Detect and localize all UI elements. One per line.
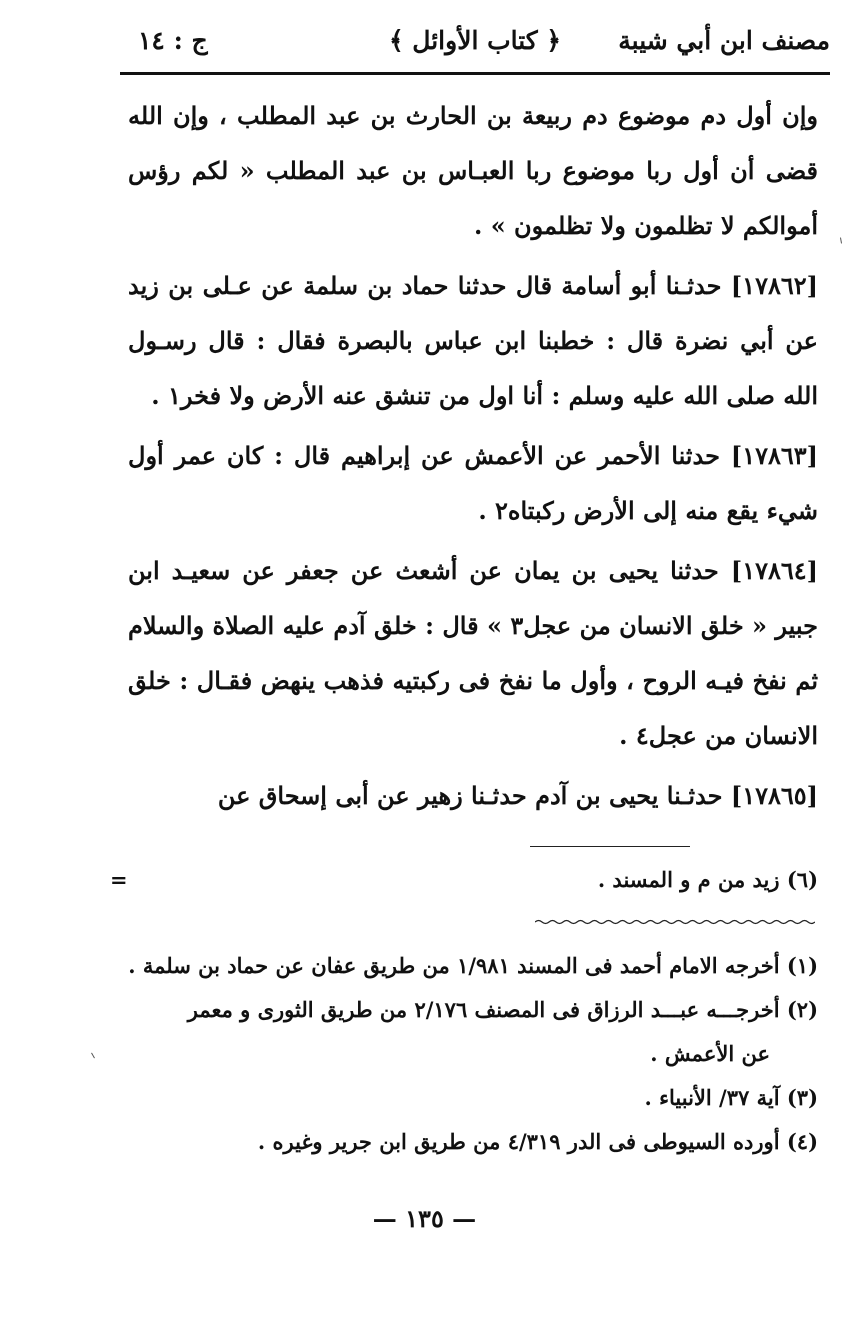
continuation-rule (530, 846, 690, 847)
hadith-number: [١٧٨٦٣] (730, 441, 818, 470)
paragraph-text: حدثنا يحيى بن يمان عن أشعث عن جعفر عن سعيـد ابن جبير « خلق الانسان من عجل٣ » قال : خلق آدم عليه الصلاة والسلام ثم نفخ فيـه الروح ، وأول ما نفخ فى ركبتيه فذهب ينهض فقـال : خلق الانسان من عجل٤ . (128, 556, 818, 750)
page-number: — ١٣٥ — (372, 1204, 477, 1233)
footnote: (٤) أورده السيوطى فى الدر ٤/٣١٩ من طريق ابن جرير وغيره . (257, 1129, 818, 1154)
scan-speck (91, 1053, 95, 1059)
paragraph-text: حدثـنا يحيى بن آدم حدثـنا زهير عن أبى إسحاق عن (217, 781, 723, 810)
running-header (120, 18, 830, 68)
paragraph-text: حدثـنا أبو أسامة قال حدثنا حماد بن سلمة عن عـلى بن زيد عن أبي نضرة قال : خطبنا ابن عباس بالبصرة فقال : قال رسـول الله صلى الله عليه وسلم : أنا اول من تنشق عنه الأرض ولا فخر١ . (128, 271, 818, 410)
footnotes (128, 944, 818, 1164)
footnote-divider (535, 918, 815, 926)
header-divider (120, 72, 830, 75)
edition-note-text: (٦) زيد من م و المسند . (597, 867, 818, 892)
paragraph (128, 258, 818, 423)
paragraph-text: وإن أول دم موضوع دم ربيعة بن الحارث بن عبد المطلب ، وإن الله قضى أن أول ربا موضوع ربا العبـاس بن عبد المطلب « لكم رؤس أموالكم لا تظلمون ولا تظلمون » . (128, 101, 818, 240)
chapter-title: ﴿ كتاب الأوائل ﴾ (388, 26, 562, 55)
main-text (128, 88, 818, 828)
paragraph-text: حدثنا الأحمر عن الأعمش عن إبراهيم قال : كان عمر أول شيء يقع منه إلى الأرض ركبتاه٢ . (128, 441, 818, 525)
edition-note (110, 862, 818, 898)
volume-number: ج : ١٤ (138, 26, 208, 55)
scan-speck (840, 237, 842, 243)
paragraph (128, 543, 818, 763)
hadith-number: [١٧٨٦٤] (730, 556, 818, 585)
book-title: مصنف ابن أبي شيبة (618, 26, 830, 55)
hadith-number: [١٧٨٦٥] (730, 781, 818, 810)
paragraph (128, 88, 818, 253)
footnote-continuation: عن الأعمش . (650, 1041, 770, 1066)
footnote: (٢) أخرجـــه عبـــد الرزاق فى المصنف ٢/١٧٦ من طريق الثورى و معمر (187, 997, 818, 1022)
hadith-number: [١٧٨٦٢] (730, 271, 818, 300)
footnote: (٣) آية ٣٧/ الأنبياء . (644, 1085, 818, 1110)
paragraph (128, 768, 818, 823)
footnote: (١) أخرجه الامام أحمد فى المسند ١/٩٨١ من طريق عفان عن حماد بن سلمة . (128, 953, 818, 978)
continuation-marker: = (110, 867, 128, 892)
paragraph (128, 428, 818, 538)
